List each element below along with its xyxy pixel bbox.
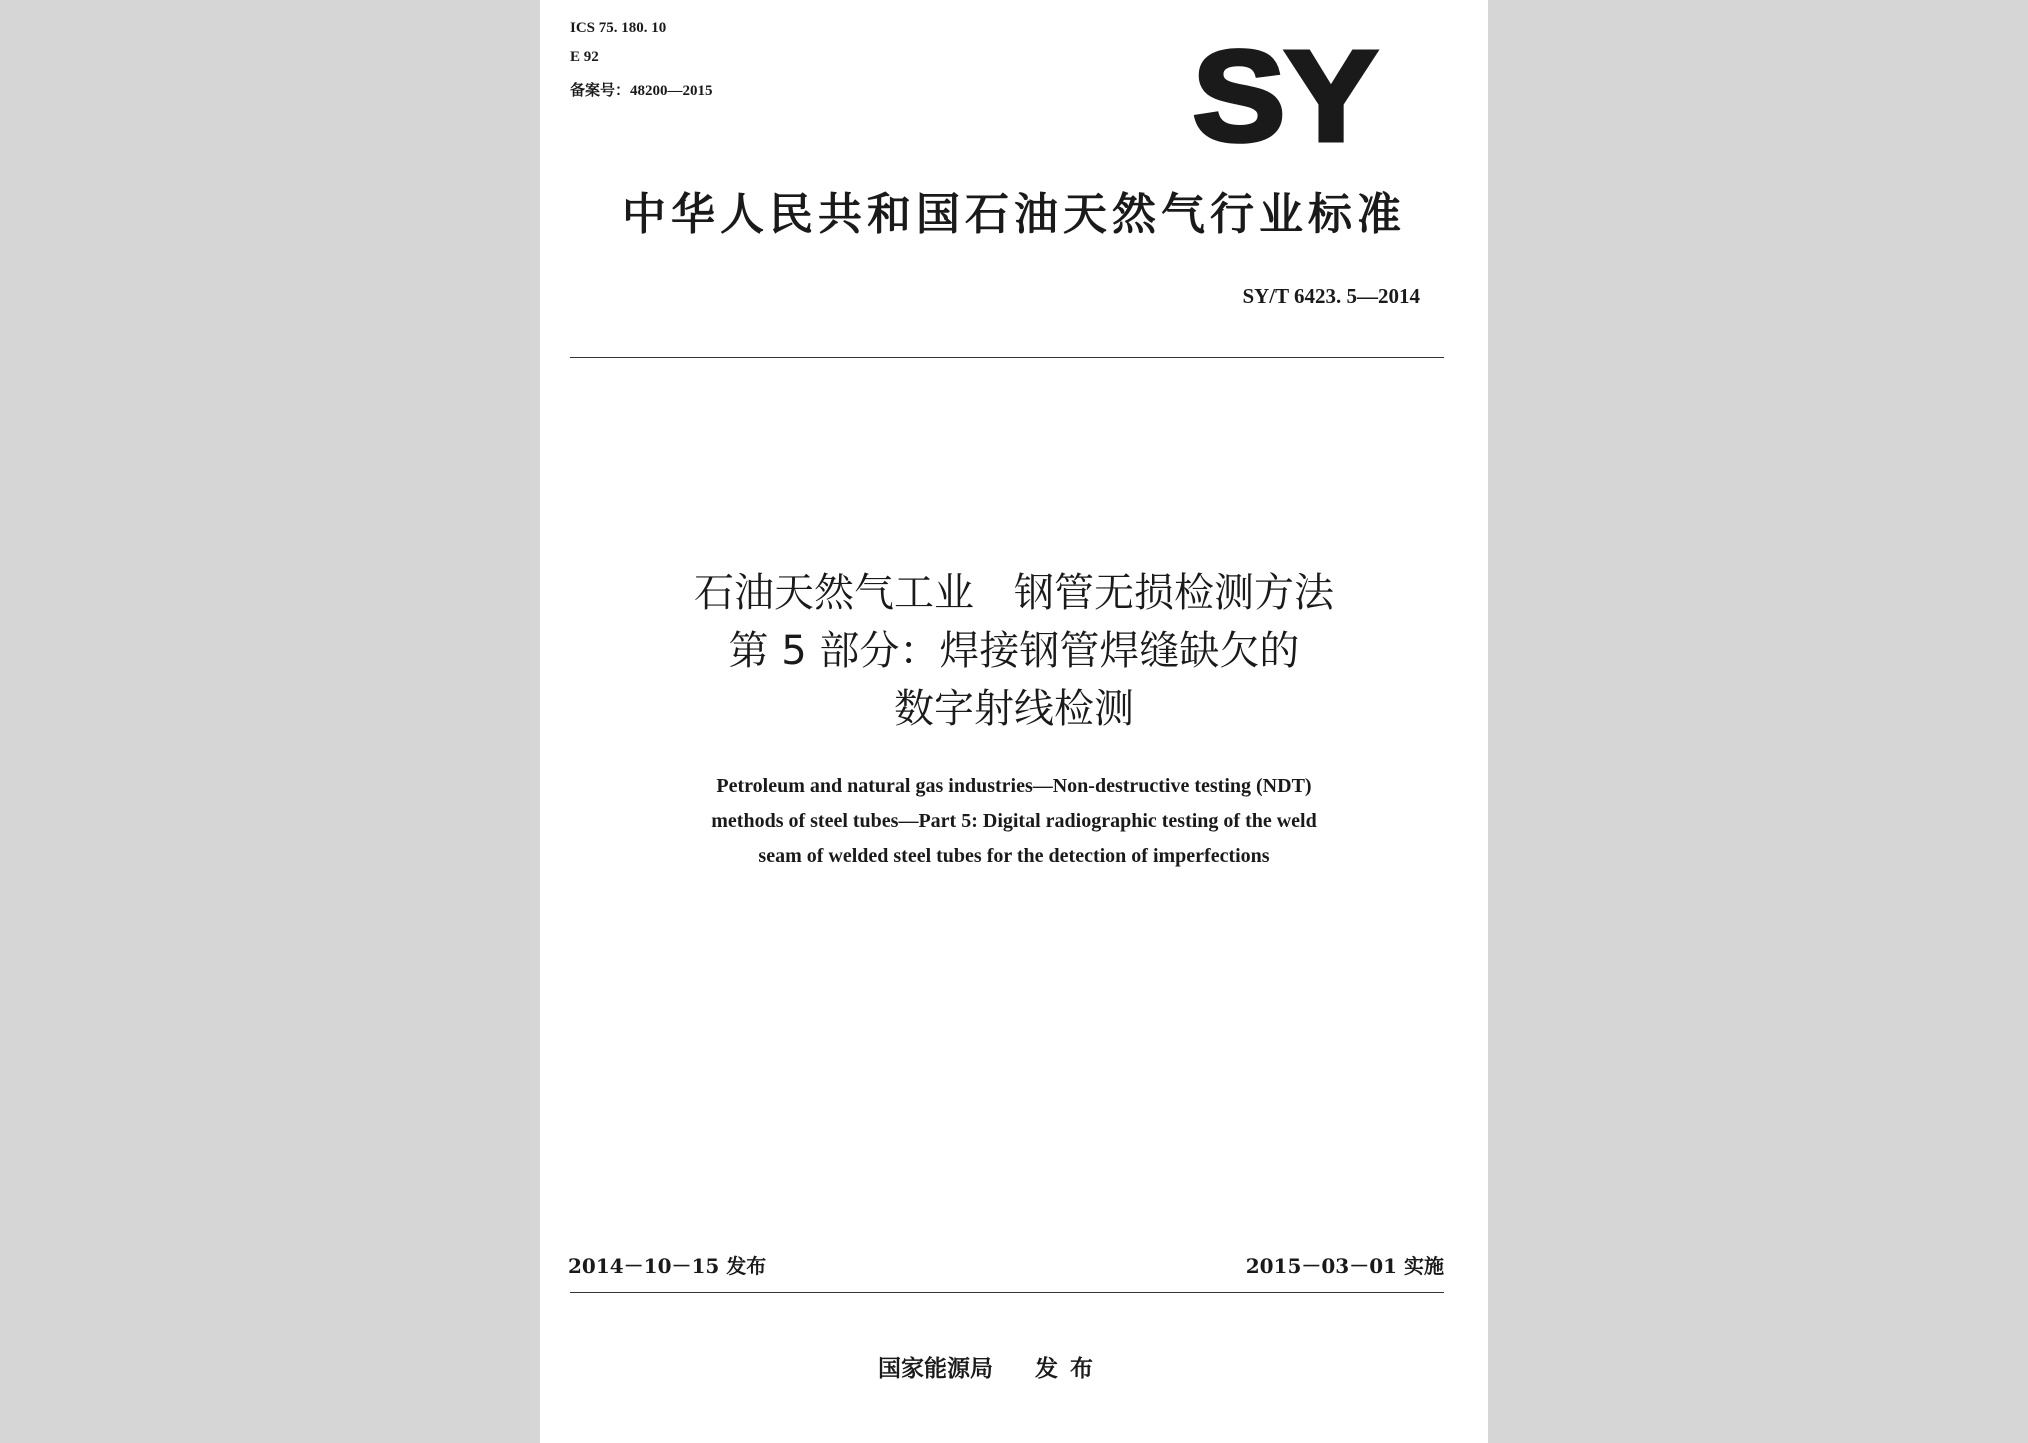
header-divider: [570, 357, 1444, 358]
english-title-line-1: Petroleum and natural gas industries—Non-destructive testing (NDT): [716, 775, 1312, 797]
chinese-title-line-2: 第 5 部分：焊接钢管焊缝缺欠的: [728, 628, 1300, 674]
filing-number: 备案号：48200—2015: [570, 83, 713, 99]
publisher: [878, 1350, 1105, 1383]
publisher-action: 发布: [1035, 1356, 1105, 1382]
sy-logo-graphic: [1185, 38, 1385, 158]
chinese-title-line-1: 石油天然气工业 钢管无损检测方法: [694, 570, 1334, 616]
english-title-line-2: methods of steel tubes—Part 5: Digital radiographic testing of the weld: [711, 810, 1317, 832]
footer-divider: [570, 1292, 1444, 1293]
issue-date: 2014－10－15 发布: [568, 1254, 767, 1278]
document-page: [540, 0, 1488, 1443]
sy-logo-text: SY: [1193, 38, 1377, 158]
classification-code: E 92: [570, 49, 599, 65]
industry-standard-heading: 中华人民共和国石油天然气行业标准: [622, 189, 1406, 240]
ics-code: ICS 75. 180. 10: [570, 20, 667, 36]
chinese-title-line-3: 数字射线检测: [894, 686, 1134, 732]
english-title-line-3: seam of welded steel tubes for the detection of imperfections: [758, 845, 1270, 867]
publisher-name: 国家能源局: [878, 1356, 993, 1382]
implementation-date: 2015－03－01 实施: [1245, 1254, 1444, 1278]
sy-logo: [1185, 38, 1385, 158]
standard-number: SY/T 6423. 5—2014: [1242, 284, 1420, 308]
